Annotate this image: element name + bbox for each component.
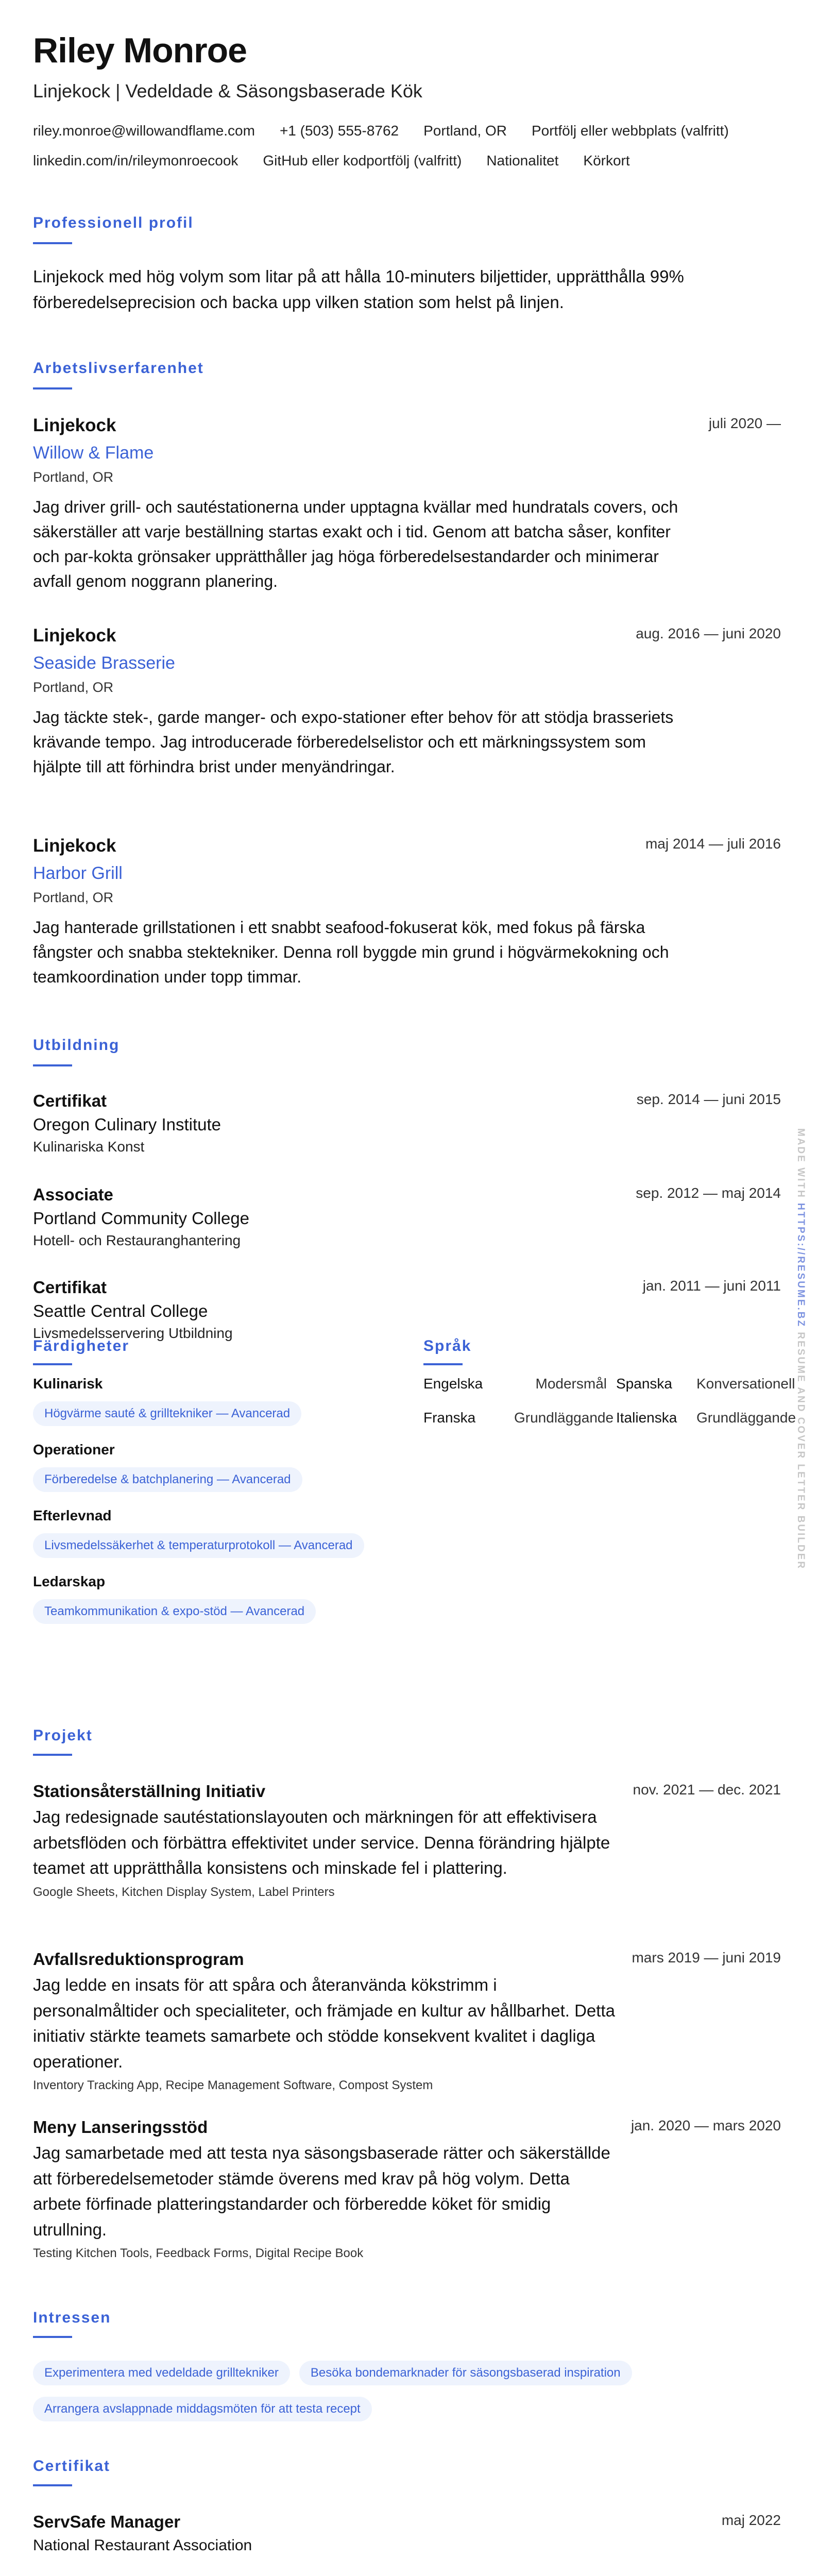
skill-group	[33, 1442, 394, 1492]
section-rule	[423, 1363, 463, 1365]
company-name[interactable]: Willow & Flame	[33, 443, 154, 463]
job-description: Jag driver grill- och sautéstationerna under upptagna kvällar med hundratals covers, och säkerställer att varje beställning startas exakt och i tid. Genom att batcha såser, konfiter och par-kokta grönsaker upprätthåller jag höga förberedelsestandarder och minimerar avfall genom noggrann planering.	[33, 498, 678, 590]
job-title: Linjekock	[33, 625, 116, 646]
institution: Seattle Central College	[33, 1301, 208, 1320]
certificate-title: ServSafe Manager	[33, 2512, 181, 2531]
language-name: Italienska	[616, 1410, 677, 1426]
company-name[interactable]: Seaside Brasserie	[33, 653, 175, 673]
candidate-name: Riley Monroe	[33, 31, 247, 70]
field-of-study: Kulinariska Konst	[33, 1139, 145, 1155]
project-title: Meny Lanseringsstöd	[33, 2117, 208, 2137]
project-dates: nov. 2021 — dec. 2021	[633, 1782, 781, 1798]
job-location: Portland, OR	[33, 680, 114, 695]
interest-chip: Besöka bondemarknader för säsongsbaserad inspiration	[299, 2361, 632, 2385]
skill-group	[33, 1507, 394, 1558]
contact-portfolio[interactable]: Portfölj eller webbplats (valfritt)	[531, 123, 729, 139]
section-heading-profile: Professionell profil	[33, 214, 194, 231]
company-name[interactable]: Harbor Grill	[33, 863, 123, 883]
interest-chip: Arrangera avslappnade middagsmöten för att testa recept	[33, 2397, 372, 2421]
contact-linkedin[interactable]: linkedin.com/in/rileymonroecook	[33, 152, 238, 168]
project-dates: jan. 2020 — mars 2020	[630, 2117, 781, 2133]
section-heading-interests: Intressen	[33, 2309, 111, 2326]
skill-chip: Teamkommunikation & expo-stöd — Avancerad	[33, 1599, 316, 1624]
institution: Portland Community College	[33, 1209, 250, 1228]
project-description: Jag samarbetade med att testa nya säsongsbaserade rätter och säkerställde att förberedelsemetoder stämde överens med krav på hög volym. Detta arbete förfinade platteringstandarder och förberedde köket för smidig utrullning.	[33, 2143, 610, 2239]
education-dates: jan. 2011 — juni 2011	[642, 1278, 781, 1294]
job-description: Jag hanterade grillstationen i ett snabbt seafood-fokuserat kök, med fokus på färska fångster och snabba stektekniker. Denna roll byggde min grund i högvärmekokning och teamkoordination under topp timmar.	[33, 918, 669, 986]
candidate-headline: Linjekock | Vedeldade & Säsongsbaserade Kök	[33, 80, 422, 101]
education-entry	[33, 1278, 781, 1342]
project-entry	[33, 1782, 781, 1900]
job-title: Linjekock	[33, 836, 116, 856]
job-dates: maj 2014 — juli 2016	[645, 836, 781, 852]
section-rule	[33, 1363, 72, 1365]
experience-entry	[33, 625, 781, 779]
job-description: Jag täckte stek-, garde manger- och expo-stationer efter behov för att stödja brasseriets krävande tempo. Jag introducerade förberedelselistor och ett märkningssystem som hjälpte till att förhindra brist under menyändringar.	[33, 708, 674, 776]
skill-group	[33, 1573, 394, 1624]
section-rule	[33, 1754, 72, 1756]
skills-list	[33, 1376, 394, 1639]
job-dates: aug. 2016 — juni 2020	[636, 625, 781, 641]
language-name: Spanska	[616, 1376, 672, 1392]
project-description: Jag redesignade sautéstationslayouten och märkningen för att effektivisera arbetsflöden och förbättra effektivitet under service. Denna förändring hjälpte teamet att upprätthålla konsistens och minskade fel i plattering.	[33, 1807, 610, 1877]
interest-chip: Experimentera med vedeldade grilltekniker	[33, 2361, 290, 2385]
builder-watermark	[795, 1128, 806, 1570]
section-rule	[33, 1064, 72, 1066]
section-heading-skills: Färdigheter	[33, 1337, 130, 1354]
profile-summary: Linjekock med hög volym som litar på att hålla 10-minuters biljettider, upprätthålla 99% förberedelseprecision och backa upp vilken station som helst på linjen.	[33, 267, 684, 312]
certificate-date: maj 2022	[721, 2512, 781, 2528]
degree: Certifikat	[33, 1091, 107, 1110]
project-title: Stationsåterställning Initiativ	[33, 1782, 266, 1801]
skill-category: Ledarskap	[33, 1573, 106, 1589]
project-tools: Testing Kitchen Tools, Feedback Forms, Digital Recipe Book	[33, 2246, 364, 2260]
interests-list	[33, 2361, 781, 2433]
field-of-study: Hotell- och Restauranghantering	[33, 1232, 241, 1248]
contact-phone[interactable]: +1 (503) 555-8762	[279, 123, 399, 139]
contact-license: Körkort	[583, 152, 630, 168]
field-of-study: Livsmedelsservering Utbildning	[33, 1325, 233, 1341]
education-entry	[33, 1091, 781, 1155]
language-level: Grundläggande	[696, 1410, 796, 1426]
certificate-issuer: National Restaurant Association	[33, 2537, 252, 2554]
skill-chip: Livsmedelssäkerhet & temperaturprotokoll — Avancerad	[33, 1533, 364, 1558]
education-dates: sep. 2014 — juni 2015	[636, 1091, 781, 1107]
contact-row-1	[33, 123, 781, 139]
project-title: Avfallsreduktionsprogram	[33, 1950, 244, 1969]
section-heading-education: Utbildning	[33, 1037, 120, 1054]
contact-nationality: Nationalitet	[486, 152, 559, 168]
contact-row-2	[33, 152, 781, 169]
section-rule	[33, 387, 72, 389]
skill-category: Operationer	[33, 1442, 115, 1458]
education-dates: sep. 2012 — maj 2014	[636, 1185, 781, 1201]
section-rule	[33, 2336, 72, 2338]
section-rule	[33, 2484, 72, 2486]
contact-github[interactable]: GitHub eller kodportfölj (valfritt)	[263, 152, 462, 168]
section-rule	[33, 242, 72, 244]
job-title: Linjekock	[33, 415, 116, 435]
watermark-suffix: RESUME AND COVER LETTER BUILDER	[795, 1332, 806, 1570]
language-level: Modersmål	[535, 1376, 607, 1392]
section-heading-projects: Projekt	[33, 1727, 93, 1744]
contact-location: Portland, OR	[423, 123, 507, 139]
language-name: Franska	[423, 1410, 476, 1426]
skill-chip: Högvärme sauté & grilltekniker — Avancerad	[33, 1401, 301, 1426]
skill-category: Efterlevnad	[33, 1507, 112, 1523]
degree: Certifikat	[33, 1278, 107, 1297]
section-heading-experience: Arbetslivserfarenhet	[33, 360, 204, 377]
skill-category: Kulinarisk	[33, 1376, 103, 1392]
degree: Associate	[33, 1185, 113, 1204]
project-entry	[33, 1950, 781, 2093]
languages-list	[423, 1376, 796, 1426]
experience-entry	[33, 415, 781, 594]
watermark-link[interactable]: HTTPS://RESUME.BZ	[795, 1203, 806, 1328]
project-tools: Google Sheets, Kitchen Display System, Label Printers	[33, 1885, 335, 1899]
language-level: Grundläggande	[514, 1410, 614, 1426]
education-entry	[33, 1185, 781, 1249]
institution: Oregon Culinary Institute	[33, 1115, 221, 1134]
project-dates: mars 2019 — juni 2019	[632, 1950, 781, 1965]
watermark-prefix: MADE WITH	[795, 1128, 806, 1199]
section-heading-languages: Språk	[423, 1337, 472, 1354]
job-location: Portland, OR	[33, 469, 114, 485]
job-dates: juli 2020 —	[708, 415, 781, 431]
job-location: Portland, OR	[33, 890, 114, 905]
experience-entry	[33, 836, 781, 989]
skill-group	[33, 1376, 394, 1426]
contact-email[interactable]: riley.monroe@willowandflame.com	[33, 123, 255, 139]
section-heading-certificates: Certifikat	[33, 2458, 111, 2475]
language-level: Konversationell	[696, 1376, 795, 1392]
project-entry	[33, 2117, 781, 2261]
language-name: Engelska	[423, 1376, 483, 1392]
project-tools: Inventory Tracking App, Recipe Management Software, Compost System	[33, 2078, 433, 2092]
certificate-entry	[33, 2512, 781, 2554]
skill-chip: Förberedelse & batchplanering — Avancerad	[33, 1467, 302, 1492]
project-description: Jag ledde en insats för att spåra och återanvända kökstrimm i personalmåltider och specialiteter, och främjade en kultur av hållbarhet. Detta initiativ stärkte teamets samarbete och stödde konsekvent kvalitet i dagliga operationer.	[33, 1975, 615, 2071]
